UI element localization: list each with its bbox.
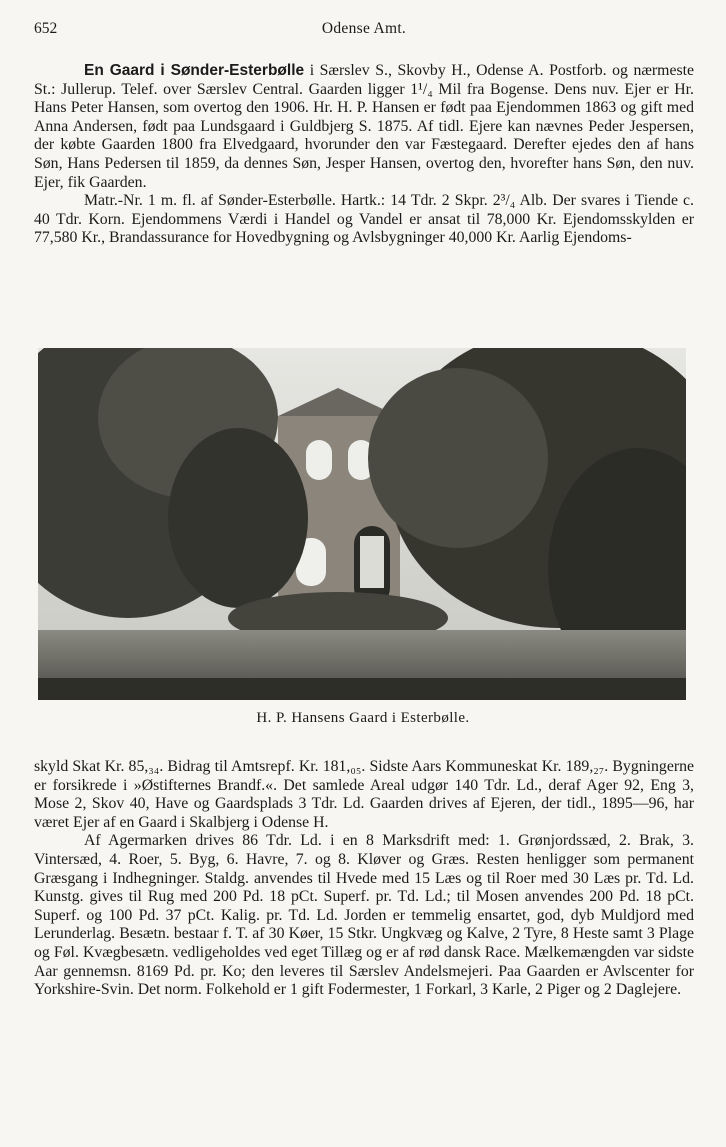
- page-header: [34, 20, 694, 42]
- farming-paragraph: Af Agermarken drives 86 Tdr. Ld. i en 8 Marksdrift med: 1. Grønjordssæd, 2. Brak, 3. Vintersæd, 4. Roer, 5. Byg, 6. Havre, 7. og 8. Kløver og Græs. Resten henligger som permanent Græsgang i Indhegninger. Staldg. anvendes til Hvede med 15 Læs og til Roer med 30 Læs pr. Td. Ld. Kunstg. gives til Rug med 200 Pd. 18 pCt. Superf. pr. Td. Ld.; til Mosen anvendes 200 Pd. 18 pCt. Superf. og 100 Pd. 37 pCt. Kalig. pr. Td. Ld. Jorden er temmelig ensartet, god, dyb Muldjord med Lerunderlag. Besætn. bestaar f. T. af 30 Køer, 15 Stkr. Ungkvæg og Kalve, 2 Tyre, 8 Heste samt 3 Plage og Føl. Kvægbesætn. vedligeholdes ved eget Tillæg og er af rød dansk Race. Mælkemængden var sidste Aar gennemsn. 8169 Pd. pr. Ko; den leveres til Særslev Andelsmejeri. Paa Gaarden er Avlscenter for Yorkshire-Svin. Det norm. Folkehold er 1 gift Fodermester, 1 Forkarl, 3 Karle, 2 Piger og 2 Daglejere.: [34, 832, 694, 999]
- photo-caption: H. P. Hansens Gaard i Esterbølle.: [256, 710, 470, 726]
- tax-paragraph: skyld Skat Kr. 85,₃₄. Bidrag til Amtsrepf. Kr. 181,₀₅. Sidste Aars Kommuneskat Kr. 189,₂₇. Bygningerne er forsikrede i »Østifternes Brandf.«. Det samlede Areal udgør 140 Tdr. Ld., deraf Ager 92, Eng 3, Mose 2, Skov 40, Have og Gaardsplads 3 Tdr. Ld. Gaarden drives af Ejeren, der tidl., 1895—96, har været Ejer af en Gaard i Skalbjerg i Odense H.: [34, 758, 694, 831]
- farm-title: En Gaard i Sønder-Esterbølle: [84, 62, 305, 79]
- intro-paragraph-text: i Særslev S., Skovby H., Odense A. Postforb. og nærmeste St.: Jullerup. Telef. over Særslev Central. Gaarden ligger 1¹/₄ Mil fra Bogense. Dens nuv. Ejer er Hr. Hans Peter Hansen, som overtog den 1906. Hr. H. P. Hansen er født paa Ejendommen 1863 og gift med Anna Andersen, født paa Lundsgaard i Guldbjerg S. 1875. Af tidl. Ejere kan nævnes Peder Jespersen, der købte Gaarden 1800 fra Elvedgaard, hvorunder den var Fæstegaard. Derefter ejedes den af hans Søn, Hans Pedersen til 1859, da dennes Søn, Jesper Hansen, overtog den, hvorefter hans Søn, den nuv. Ejer, fik Gaarden.: [34, 62, 695, 191]
- intro-paragraph: [34, 62, 694, 192]
- farmhouse-photo: [38, 348, 686, 700]
- article-text-top: [34, 62, 694, 248]
- article-text-bottom: [34, 758, 694, 1000]
- page-number: 652: [34, 20, 58, 37]
- running-title: Odense Amt.: [321, 20, 407, 37]
- property-paragraph: Matr.-Nr. 1 m. fl. af Sønder-Esterbølle. Hartk.: 14 Tdr. 2 Skpr. 2³/₄ Alb. Der svares i Tiende c. 40 Tdr. Korn. Ejendommens Værdi i Handel og Vandel er ansat til 78,000 Kr. Ejendomsskylden er 77,580 Kr., Brandassurance for Hovedbygning og Avlsbygninger 40,000 Kr. Aarlig Ejendoms-: [34, 192, 694, 247]
